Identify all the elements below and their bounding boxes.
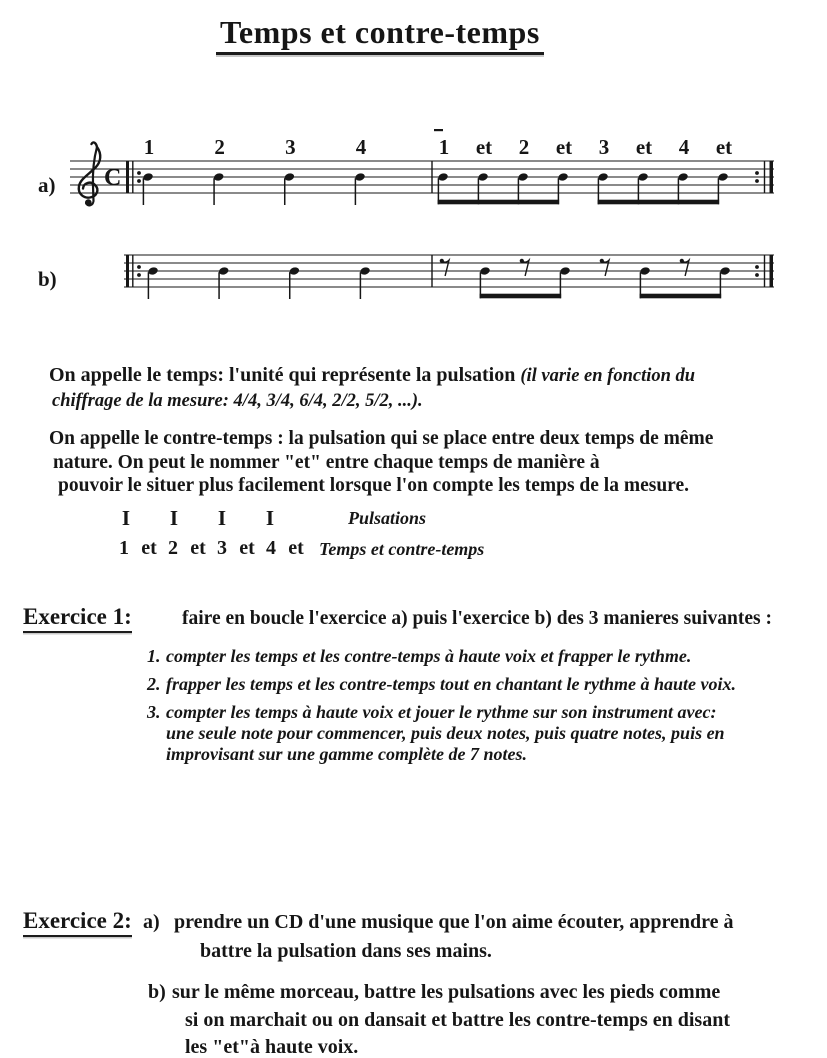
score-text: a) bbox=[38, 173, 56, 197]
beam bbox=[598, 200, 720, 205]
repeat-dot bbox=[755, 265, 759, 269]
definition-temps-italic-2: chiffrage de la mesure: 4/4, 3/4, 6/4, 2/2, 5/2, ...). bbox=[52, 391, 423, 411]
list-item-number: 2. bbox=[147, 674, 161, 694]
repeat-dot bbox=[137, 265, 141, 269]
staff-a bbox=[38, 129, 774, 206]
beam bbox=[640, 294, 722, 299]
beat-label: 1 bbox=[143, 135, 155, 159]
beat-label: 2 bbox=[518, 135, 530, 159]
list-item-number: 3. bbox=[147, 702, 161, 722]
definition-temps-bold: On appelle le temps: l'unité qui représente la pulsation bbox=[49, 364, 521, 386]
beat-label: 4 bbox=[355, 135, 367, 159]
definition-contre-temps-line2: nature. On peut le nommer "et" entre chaque temps de manière à bbox=[53, 451, 600, 473]
list-item-text: improvisant sur une gamme complète de 7 notes. bbox=[166, 744, 528, 764]
list-item-text: si on marchait ou on dansait et battre les contre-temps en disant bbox=[185, 1009, 730, 1031]
pulse-mark: I bbox=[217, 506, 227, 530]
time-signature: C bbox=[104, 165, 122, 191]
list-item-number: 1. bbox=[147, 646, 161, 666]
definition-temps-italic: (il varie en fonction du bbox=[520, 366, 696, 386]
beat-mark: 4 bbox=[266, 537, 276, 559]
begin-repeat-barline bbox=[126, 255, 129, 287]
repeat-dot bbox=[137, 171, 141, 175]
list-item-text: compter les temps et les contre-temps à haute voix et frapper le rythme. bbox=[166, 646, 692, 666]
beat-label: 4 bbox=[678, 135, 690, 159]
page-title: Temps et contre-temps bbox=[216, 14, 544, 55]
beat-mark: et bbox=[141, 537, 157, 559]
end-repeat-barline bbox=[770, 255, 774, 287]
musical-score bbox=[0, 100, 827, 335]
begin-repeat-barline bbox=[126, 161, 129, 193]
beat-mark: et bbox=[190, 537, 206, 559]
repeat-dot bbox=[755, 179, 759, 183]
end-repeat-barline bbox=[770, 161, 774, 193]
beat-label: et bbox=[715, 135, 733, 159]
treble-clef-icon bbox=[79, 142, 100, 205]
beat-label: et bbox=[555, 135, 573, 159]
list-item-text: prendre un CD d'une musique que l'on aime écouter, apprendre à bbox=[174, 911, 734, 933]
beat-mark: 3 bbox=[217, 537, 227, 559]
list-item-text: battre la pulsation dans ses mains. bbox=[200, 940, 492, 962]
definition-contre-temps-line1: On appelle le contre-temps : la pulsation qui se place entre deux temps de même bbox=[49, 428, 714, 449]
beat-label: et bbox=[635, 135, 653, 159]
definition-temps bbox=[49, 363, 695, 414]
list-item-text: sur le même morceau, battre les pulsations avec les pieds comme bbox=[172, 981, 721, 1003]
beat-caption: Temps et contre-temps bbox=[319, 539, 485, 559]
beat-label: et bbox=[475, 135, 493, 159]
list-item-text: les "et"à haute voix. bbox=[185, 1036, 359, 1058]
eighth-rest-icon bbox=[520, 259, 529, 276]
beat-label: 3 bbox=[285, 135, 296, 159]
beam bbox=[480, 294, 562, 299]
beam bbox=[438, 200, 560, 205]
tick-mark bbox=[434, 129, 443, 131]
beat-mark: et bbox=[239, 537, 255, 559]
exercise1-intro: faire en boucle l'exercice a) puis l'exercice b) des 3 manieres suivantes : bbox=[182, 608, 772, 629]
beat-mark: et bbox=[288, 537, 304, 559]
eighth-rest-icon bbox=[440, 259, 449, 276]
beat-mark: 2 bbox=[168, 537, 178, 559]
beat-label: 1 bbox=[438, 135, 450, 159]
repeat-dot bbox=[755, 171, 759, 175]
repeat-dot bbox=[137, 273, 141, 277]
pulse-mark: I bbox=[121, 506, 131, 530]
list-item-number: b) bbox=[148, 981, 166, 1003]
beat-label: 3 bbox=[598, 135, 610, 159]
eighth-rest-icon bbox=[680, 259, 689, 276]
beat-mark: 1 bbox=[119, 537, 129, 559]
exercise1-heading: Exercice 1: bbox=[23, 604, 132, 633]
staff-b bbox=[38, 255, 774, 299]
pulse-mark: I bbox=[265, 506, 275, 530]
repeat-dot bbox=[755, 273, 759, 277]
pulse-mark: I bbox=[169, 506, 179, 530]
exercise2-heading: Exercice 2: bbox=[23, 908, 132, 937]
beat-label: 2 bbox=[214, 135, 225, 159]
pulse-caption: Pulsations bbox=[348, 508, 427, 528]
list-item-text: une seule note pour commencer, puis deux notes, puis quatre notes, puis en bbox=[166, 723, 725, 743]
list-item-number: a) bbox=[143, 911, 160, 933]
list-item-text: compter les temps à haute voix et jouer le rythme sur son instrument avec: bbox=[166, 702, 717, 722]
definition-contre-temps-line3: pouvoir le situer plus facilement lorsque l'on compte les temps de la mesure. bbox=[58, 475, 690, 496]
score-text: b) bbox=[38, 267, 57, 291]
eighth-rest-icon bbox=[600, 259, 609, 276]
list-item-text: frapper les temps et les contre-temps tout en chantant le rythme à haute voix. bbox=[166, 674, 736, 694]
definition-contre-temps bbox=[49, 427, 713, 498]
repeat-dot bbox=[137, 179, 141, 183]
